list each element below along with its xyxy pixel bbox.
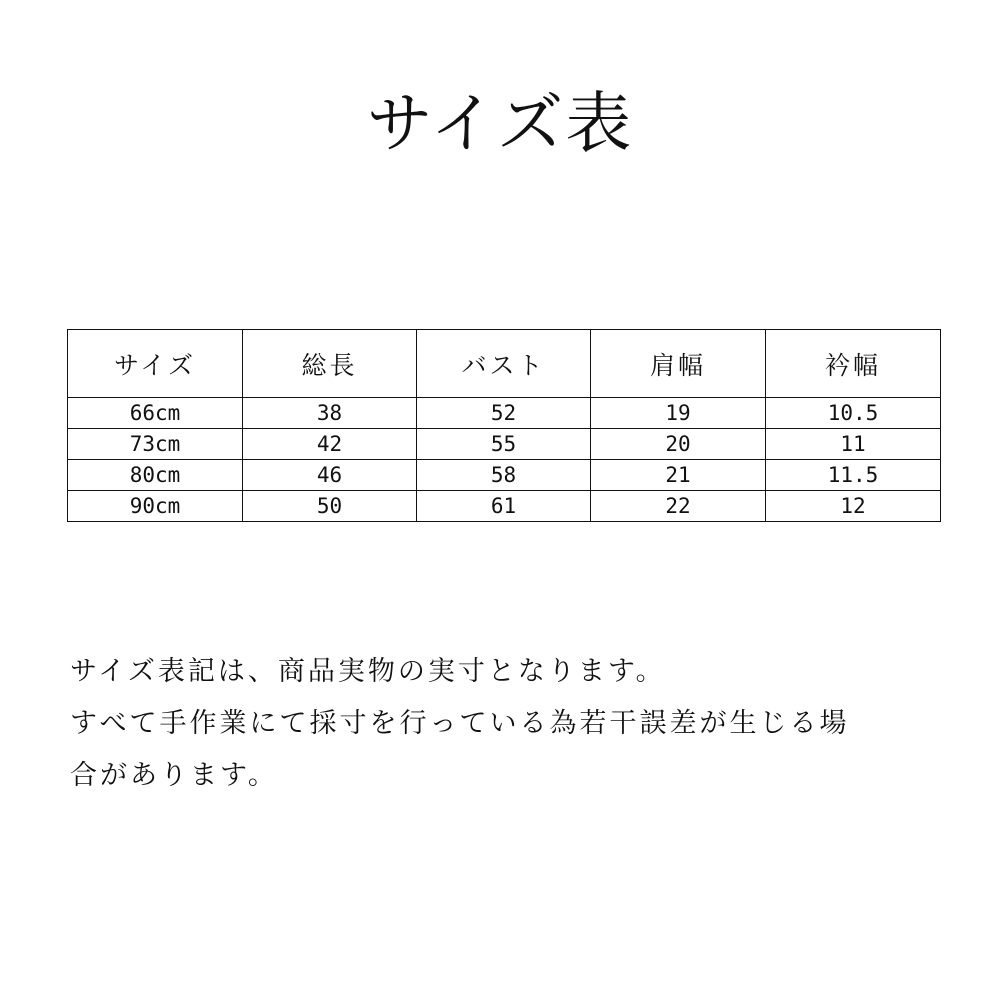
cell-shoulder-width: 21	[591, 460, 766, 491]
note-line: すべて手作業にて採寸を行っている為若干誤差が生じる場	[70, 708, 850, 739]
table-row	[68, 429, 941, 460]
header-total-length: 総長	[243, 330, 417, 398]
cell-total-length: 42	[243, 429, 417, 460]
cell-shoulder-width: 20	[591, 429, 766, 460]
size-notes	[70, 650, 970, 806]
header-size: サイズ	[68, 330, 243, 398]
table-header-row	[68, 330, 941, 398]
cell-collar-width: 11.5	[766, 460, 941, 491]
header-collar-width: 衿幅	[766, 330, 941, 398]
table-row	[68, 398, 941, 429]
note-line: サイズ表記は、商品実物の実寸となります。	[70, 656, 666, 687]
cell-collar-width: 10.5	[766, 398, 941, 429]
cell-total-length: 46	[243, 460, 417, 491]
cell-shoulder-width: 22	[591, 491, 766, 522]
cell-bust: 61	[417, 491, 591, 522]
cell-size: 66cm	[68, 398, 243, 429]
cell-shoulder-width: 19	[591, 398, 766, 429]
note-line: 合があります。	[70, 760, 278, 791]
cell-bust: 52	[417, 398, 591, 429]
size-table	[67, 329, 941, 522]
table-row	[68, 491, 941, 522]
cell-total-length: 38	[243, 398, 417, 429]
cell-bust: 55	[417, 429, 591, 460]
header-bust: バスト	[417, 330, 591, 398]
cell-size: 73cm	[68, 429, 243, 460]
cell-collar-width: 12	[766, 491, 941, 522]
table-row	[68, 460, 941, 491]
cell-size: 80cm	[68, 460, 243, 491]
cell-total-length: 50	[243, 491, 417, 522]
cell-size: 90cm	[68, 491, 243, 522]
page-title: サイズ表	[366, 85, 634, 162]
cell-bust: 58	[417, 460, 591, 491]
cell-collar-width: 11	[766, 429, 941, 460]
header-shoulder-width: 肩幅	[591, 330, 766, 398]
